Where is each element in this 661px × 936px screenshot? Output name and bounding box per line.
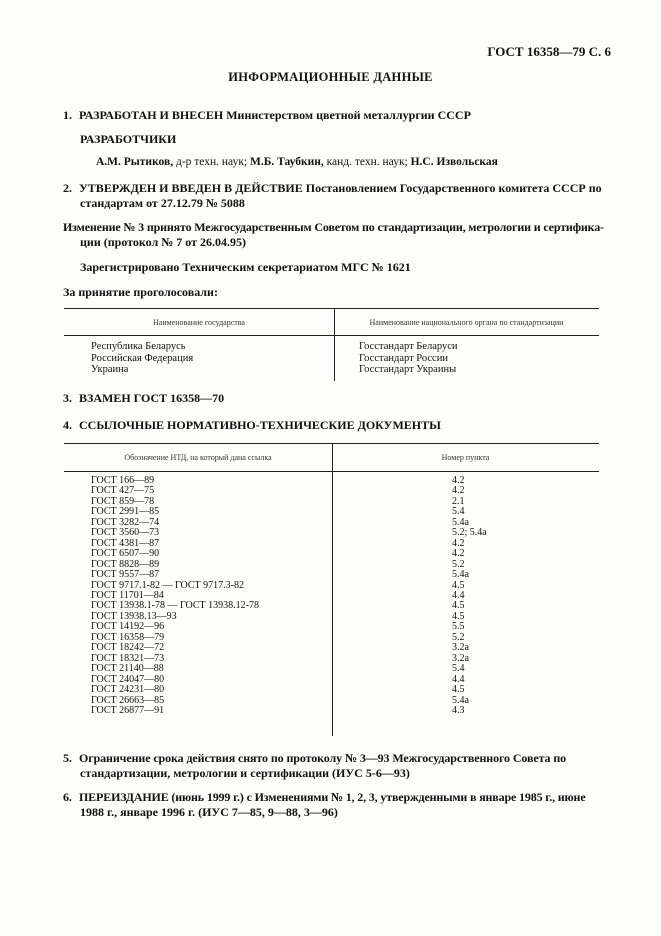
table-row-item: 5.5 (452, 621, 465, 633)
table-cell: Госстандарт России (359, 352, 448, 364)
table-row-doc: ГОСТ 21140—88 (91, 663, 164, 675)
table-row-item: 3.2а (452, 642, 469, 654)
state-column (91, 341, 193, 376)
table-row-doc: ГОСТ 9557—87 (91, 569, 160, 581)
section-4 (63, 418, 441, 433)
table-row-doc: ГОСТ 13938.1-78 — ГОСТ 13938.12-78 (91, 600, 259, 612)
developer-name: М.Б. Таубкин, (250, 156, 324, 168)
section-text: ССЫЛОЧНЫЕ НОРМАТИВНО-ТЕХНИЧЕСКИЕ ДОКУМЕНТЫ (79, 418, 441, 432)
section-3 (63, 391, 224, 406)
doc-column (91, 476, 259, 716)
body-column (359, 341, 458, 376)
table-row-item: 5.4 (452, 506, 465, 518)
developers-list (96, 156, 498, 168)
table-row-doc: ГОСТ 9717.1-82 — ГОСТ 9717.3-82 (91, 579, 244, 591)
table-row-doc: ГОСТ 14192—96 (91, 621, 165, 633)
section-2-line2: стандартам от 27.12.79 № 5088 (80, 196, 245, 210)
section-number: 4. (63, 418, 72, 432)
registration-note: Зарегистрировано Техническим секретариатом МГС № 1621 (80, 260, 411, 274)
table-row-item: 4.5 (452, 610, 465, 622)
table-row-doc: ГОСТ 18242—72 (91, 642, 165, 654)
section-number: 1. (63, 108, 72, 122)
table-row-doc: ГОСТ 11701—84 (91, 589, 164, 601)
table-header-rule (64, 335, 599, 336)
page-title: ИНФОРМАЦИОННЫЕ ДАННЫЕ (228, 70, 433, 84)
section-number: 3. (63, 391, 72, 405)
section-1 (63, 108, 471, 123)
developers-heading: РАЗРАБОТЧИКИ (80, 132, 177, 146)
table-cell: Госстандарт Беларуси (359, 341, 458, 352)
item-column (452, 476, 487, 716)
section-5-line2: стандартизации, метрологии и сертификации (ИУС 5-6—93) (80, 766, 410, 780)
developer-degree: д-р техн. наук; (173, 156, 250, 168)
section-text: ПЕРЕИЗДАНИЕ (июнь 1999 г.) с Изменениями № 1, 2, 3, утвержденными в январе 1985 г., июне (79, 790, 586, 804)
table-cell: Республика Беларусь (91, 341, 186, 352)
section-text: Постановлением Государственного комитета СССР по (302, 181, 602, 195)
table-row-doc: ГОСТ 3282—74 (91, 516, 160, 528)
voting-table (64, 308, 599, 382)
table-row-doc: ГОСТ 13938.13—93 (91, 610, 177, 622)
table-row-doc: ГОСТ 26663—85 (91, 694, 165, 706)
section-5-line1 (63, 751, 566, 766)
table-row-doc: ГОСТ 4381—87 (91, 537, 160, 549)
section-heading: УТВЕРЖДЕН И ВВЕДЕН В ДЕЙСТВИЕ (79, 181, 303, 195)
table-row-item: 4.5 (452, 579, 465, 591)
table-row-doc: ГОСТ 24047—80 (91, 673, 165, 685)
change-3-line1: Изменение № 3 принято Межгосударственным Советом по стандартизации, метрологии и сертифика- (63, 220, 604, 234)
table-row-doc: ГОСТ 26877—91 (91, 704, 165, 716)
table-row-doc: ГОСТ 427—75 (91, 485, 155, 497)
table-row-item: 5.4а (452, 516, 469, 528)
table-row-doc: ГОСТ 18321—73 (91, 652, 165, 664)
table-row-item: 4.5 (452, 684, 465, 696)
section-number: 5. (63, 751, 72, 765)
table-row-item: 5.4 (452, 663, 465, 675)
developer-name: Н.С. Извольская (410, 156, 498, 168)
table-top-rule (64, 308, 599, 309)
developer-degree: канд. техн. наук; (323, 156, 411, 168)
column-header-doc: Обозначение НТД, на который дана ссылка (124, 453, 272, 462)
table-cell: Российская Федерация (91, 352, 194, 364)
table-row-item: 5.2; 5.4а (452, 527, 487, 539)
table-cell: Украина (91, 364, 129, 375)
references-table (64, 443, 599, 737)
section-6-line2: 1988 г., январе 1996 г. (ИУС 7—85, 9—88, 3—96) (80, 805, 338, 819)
table-row-item: 4.2 (452, 548, 465, 560)
section-text: ВЗАМЕН ГОСТ 16358—70 (79, 391, 225, 405)
voted-heading: За принятие проголосовали: (63, 285, 218, 299)
page-header: ГОСТ 16358—79 С. 6 (487, 44, 611, 59)
column-header-body: Наименование национального органа по стандартизации (369, 318, 564, 327)
table-row-item: 4.4 (452, 673, 465, 685)
section-text: Ограничение срока действия снято по протоколу № 3—93 Межгосударственного Совета по (79, 751, 567, 765)
table-row-doc: ГОСТ 16358—79 (91, 631, 165, 643)
section-2-line1 (63, 181, 602, 196)
column-header-item: Номер пункта (441, 453, 490, 462)
table-row-item: 5.4а (452, 694, 469, 706)
table-row-item: 5.4а (452, 569, 469, 581)
developer-name: А.М. Рытиков, (96, 156, 174, 168)
table-row-doc: ГОСТ 8828—89 (91, 558, 160, 570)
table-row-item: 4.5 (452, 600, 465, 612)
section-text: Министерством цветной металлургии СССР (223, 108, 471, 122)
table-row-doc: ГОСТ 859—78 (91, 495, 155, 507)
table-row-item: 4.2 (452, 537, 465, 549)
table-row-item: 4.2 (452, 475, 465, 486)
section-number: 6. (63, 790, 72, 804)
table-cell: Госстандарт Украины (359, 364, 457, 375)
table-row-item: 4.3 (452, 704, 465, 716)
table-row-item: 2.1 (452, 495, 465, 507)
section-heading: РАЗРАБОТАН И ВНЕСЕН (79, 108, 224, 122)
table-row-item: 5.2 (452, 631, 465, 643)
table-row-doc: ГОСТ 6507—90 (91, 548, 160, 560)
table-row-item: 4.4 (452, 589, 465, 601)
table-column-divider (332, 443, 333, 736)
section-number: 2. (63, 181, 72, 195)
section-6-line1 (63, 790, 586, 805)
table-row-item: 3.2а (452, 652, 469, 664)
table-row-doc: ГОСТ 24231—80 (91, 684, 165, 696)
change-3-line2: ции (протокол № 7 от 26.04.95) (80, 235, 247, 249)
table-row-item: 4.2 (452, 485, 465, 497)
table-row-doc: ГОСТ 2991—85 (91, 506, 160, 518)
table-row-item: 5.2 (452, 558, 465, 570)
table-row-doc: ГОСТ 3560—73 (91, 527, 160, 539)
table-row-doc: ГОСТ 166—89 (91, 475, 155, 486)
column-header-state: Наименование государства (153, 318, 245, 327)
